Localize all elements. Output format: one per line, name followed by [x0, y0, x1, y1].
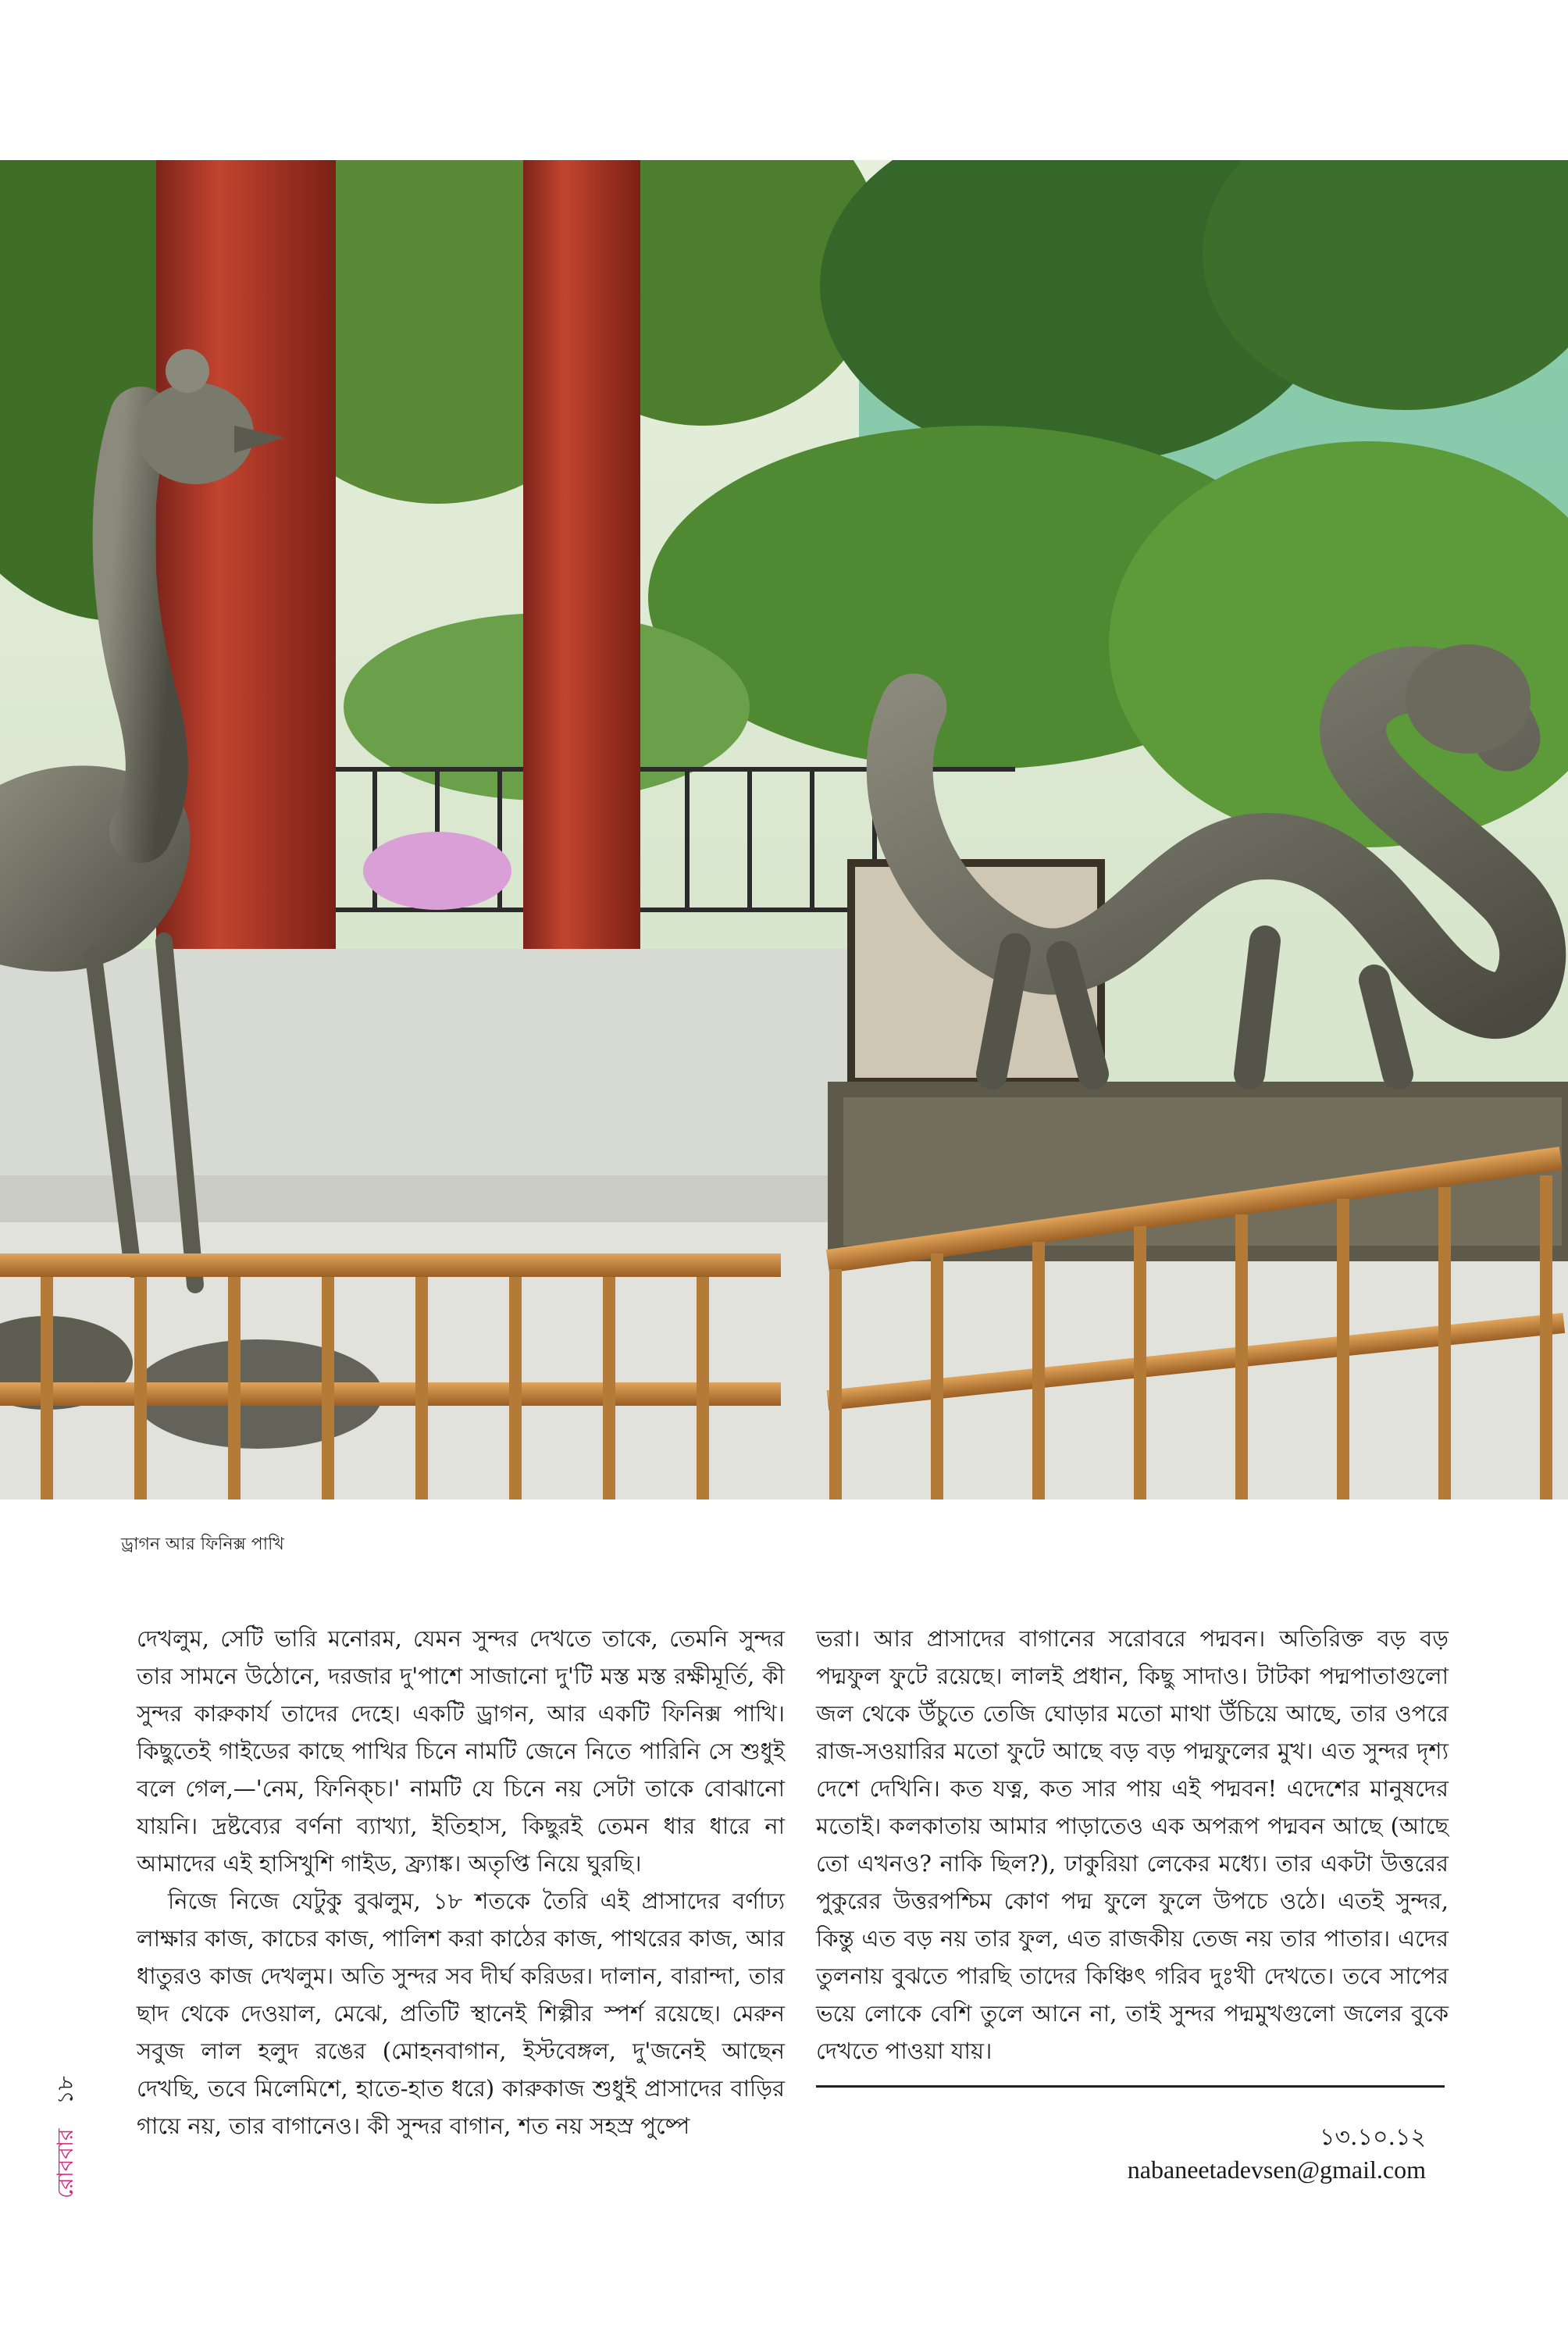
photo-caption: ড্রাগন আর ফিনিক্স পাখি: [121, 1535, 284, 1554]
page-folio: [48, 2076, 85, 2198]
article-paragraph: দেখলুম, সেটি ভারি মনোরম, যেমন সুন্দর দেখতে তাকে, তেমনি সুন্দর তার সামনে উঠোনে, দরজার দু'পাশে সাজানো দু'টি মস্ত মস্ত রক্ষীমূর্তি, কী সুন্দর কারুকার্য তাদের দেহে। একটি ড্রাগন, আর একটি ফিনিক্স পাখি। কিছুতেই গাইডের কাছে পাখির চিনে নামটি জেনে নিতে পারিনি সে শুধুই বলে গেল,—'নেম, ফিনিক্‌চ।' নামটি যে চিনে নয় সেটা তাকে বোঝানো যায়নি। দ্রষ্টব্যের বর্ণনা ব্যাখ্যা, ইতিহাস, কিছুরই তেমন ধার ধারে না আমাদের এই হাসিখুশি গাইড, ফ্র্যাঙ্ক। অতৃপ্তি নিয়ে ঘুরছি।: [137, 1625, 785, 1877]
article-right-column: [816, 1620, 1449, 2070]
magazine-name: রোববার: [52, 2128, 78, 2198]
article-left-column: [137, 1620, 785, 2145]
signoff-date: ১৩.১০.১২: [1320, 2124, 1426, 2151]
dragon-phoenix-photo: [0, 160, 1568, 1500]
author-email: nabaneetadevsen@gmail.com: [1127, 2156, 1426, 2184]
article-paragraph: ভরা। আর প্রাসাদের বাগানের সরোবরে পদ্মবন। অতিরিক্ত বড় বড় পদ্মফুল ফুটে রয়েছে। লালই প্রধান, কিছু সাদাও। টাটকা পদ্মপাতাগুলো জল থেকে উঁচুতে তেজি ঘোড়ার মতো মাথা উঁচিয়ে আছে, তার ওপরে রাজ-সওয়ারির মতো ফুটে আছে বড় বড় পদ্মফুলের মুখ। এত সুন্দর দৃশ্য দেশে দেখিনি। কত যত্ন, কত সার পায় এই পদ্মবন! এদেশের মানুষদের মতোই। কলকাতায় আমার পাড়াতেও এক অপরূপ পদ্মবন আছে (আছে তো এখনও? নাকি ছিল?), ঢাকুরিয়া লেকের মধ্যে। তার একটা উত্তরের পুকুরের উত্তরপশ্চিম কোণ পদ্ম ফুলে ফুলে উপচে ওঠে। এতই সুন্দর, কিন্তু এত বড় নয় তার ফুল, এত রাজকীয় তেজ নয় তার পাতার। এদের তুলনায় বুঝতে পারছি তাদের কিঞ্চিৎ গরিব দুঃখী দেখতে। তবে সাপের ভয়ে লোকে বেশি তুলে আনে না, তাই সুন্দর পদ্মমুখগুলো জলের বুকে দেখতে পাওয়া যায়।: [816, 1625, 1449, 2064]
page-number: ১৮: [52, 2076, 78, 2105]
column-divider-rule: [816, 2085, 1445, 2088]
article-paragraph: নিজে নিজে যেটুকু বুঝলুম, ১৮ শতকে তৈরি এই প্রাসাদের বর্ণাঢ্য লাক্ষার কাজ, কাচের কাজ, পালিশ করা কাঠের কাজ, পাথরের কাজ, আর ধাতুরও কাজ দেখলুম। অতি সুন্দর সব দীর্ঘ করিডর। দালান, বারান্দা, তার ছাদ থেকে দেওয়াল, মেঝে, প্রতিটি স্থানেই শিল্পীর স্পর্শ রয়েছে। মেরুন সবুজ লাল হলুদ রঙের (মোহনবাগান, ইস্টবেঙ্গল, দু'জনেই আছেন দেখছি, তবে মিলেমিশে, হাতে-হাত ধরে) কারুকাজ শুধুই প্রাসাদের বাড়ির গায়ে নয়, তার বাগানেও। কী সুন্দর বাগান, শত নয় সহস্র পুষ্পে: [137, 1888, 785, 2139]
